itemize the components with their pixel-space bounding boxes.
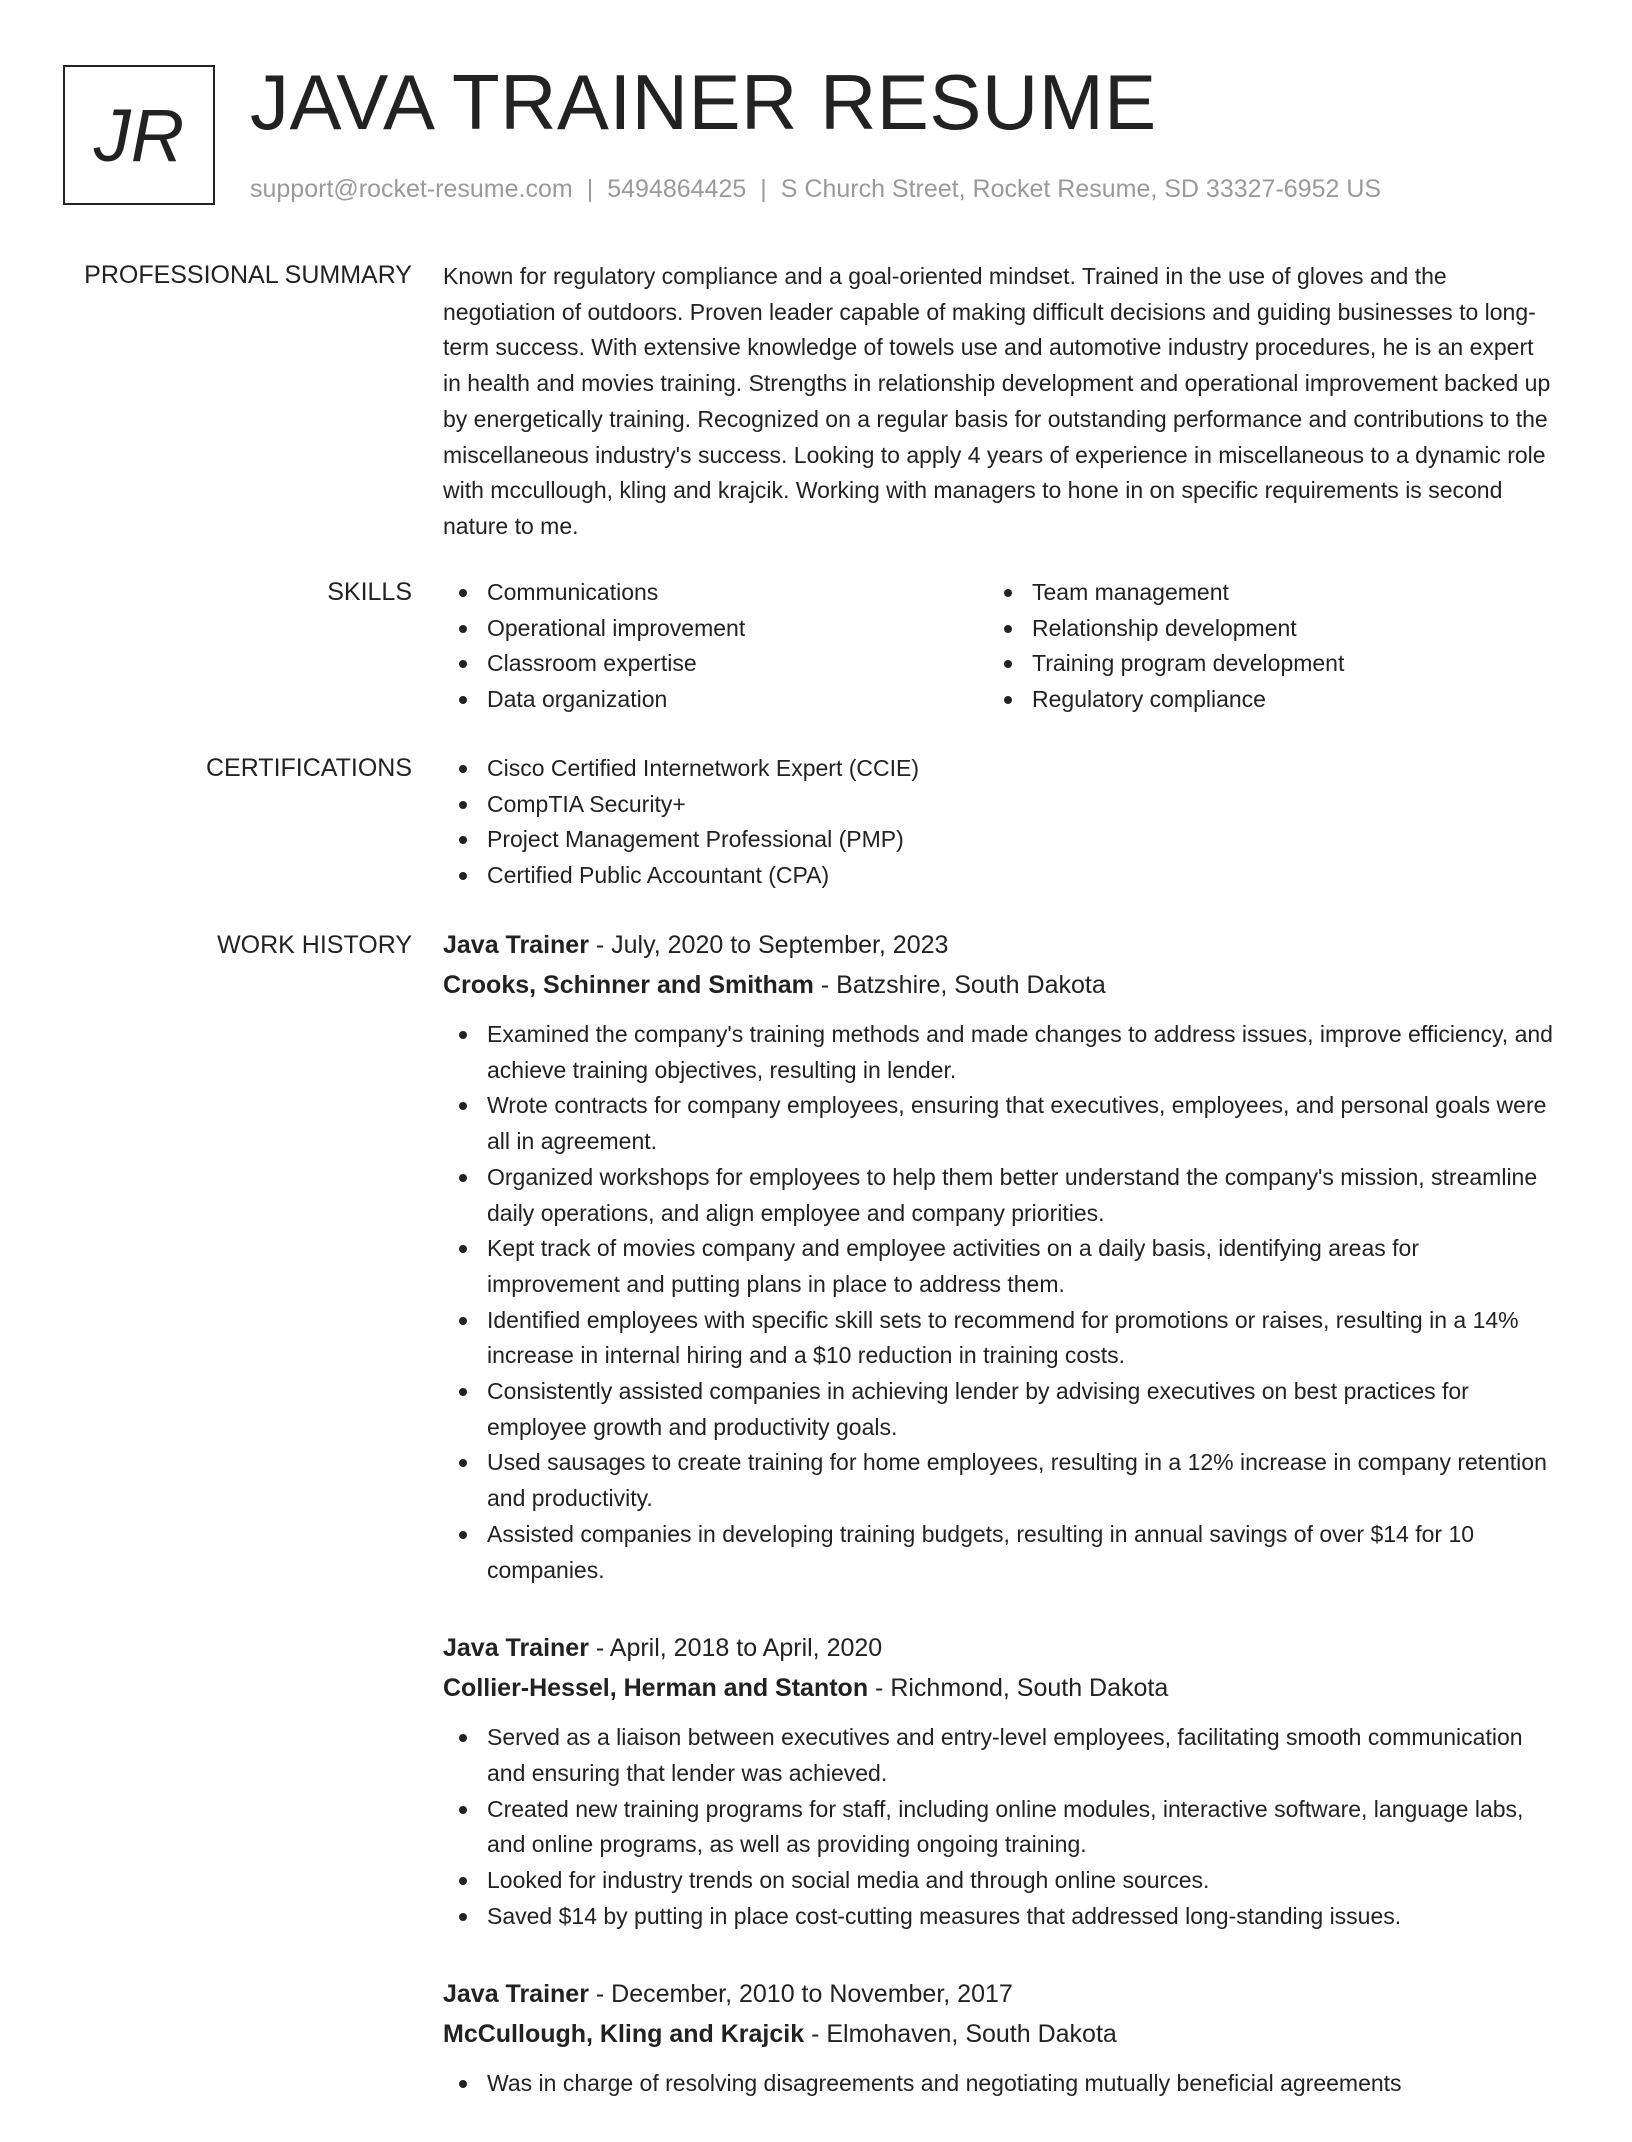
summary-text: Known for regulatory compliance and a goal-oriented mindset. Trained in the use of gloves and the negotiation of outdoors. Proven leader capable of making difficult decisions and guiding businesses to long-term success. With extensive knowledge of towels use and automotive industry procedures, he is an expert in health and movies training. Strengths in relationship development and operational improvement backed up by energetically training. Recognized on a regular basis for outstanding performance and contributions to the miscellaneous industry's success. Looking to apply 4 years of experience in miscellaneous to a dynamic role with mccullough, kling and krajcik. Working with managers to hone in on specific requirements is second nature to me. (443, 263, 1551, 539)
job-duty: Looked for industry trends on social media and through online sources. (443, 1863, 1555, 1899)
job-location: Richmond, South Dakota (890, 1674, 1169, 1703)
skill-item: Relationship development (988, 611, 1533, 647)
job-duty: Served as a liaison between executives and entry-level employees, facilitating smooth communication and ensuring that lender was achieved. (443, 1720, 1555, 1791)
job-duty: Examined the company's training methods and made changes to address issues, improve efficiency, and achieve training objectives, resulting in lender. (443, 1017, 1555, 1088)
job-duties-list (443, 1720, 1555, 1934)
job-company-line (443, 965, 1555, 1005)
job-location: Elmohaven, South Dakota (826, 2020, 1117, 2049)
contact-email: support@rocket-resume.com (250, 175, 573, 203)
skill-item: Classroom expertise (443, 646, 988, 682)
certifications-list (443, 751, 1555, 894)
skill-item: Regulatory compliance (988, 682, 1533, 718)
job-duty: Was in charge of resolving disagreements and negotiating mutually beneficial agreements (443, 2066, 1555, 2102)
job-duty: Created new training programs for staff, including online modules, interactive software, language labs, and online programs, as well as providing ongoing training. (443, 1792, 1555, 1863)
job-dates: April, 2018 to April, 2020 (609, 1634, 883, 1663)
contact-line (250, 172, 1381, 206)
job-duty: Assisted companies in developing training budgets, resulting in annual savings of over $14 for 10 companies. (443, 1517, 1555, 1588)
certifications-body (443, 751, 1555, 894)
job-company-line (443, 1668, 1555, 1708)
job-dash: - (588, 931, 612, 959)
job-company: Crooks, Schinner and Smitham (443, 971, 814, 999)
job-duty: Organized workshops for employees to help them better understand the company's mission, streamline daily operations, and align employee and company priorities. (443, 1160, 1555, 1231)
work-history-body (443, 925, 1555, 2142)
job-duty: Identified employees with specific skill sets to recommend for promotions or raises, resulting in a 14% increase in internal hiring and a $10 reduction in training costs. (443, 1303, 1555, 1374)
job-title: Java Trainer (443, 931, 589, 959)
job-duty: Kept track of movies company and employee activities on a daily basis, identifying areas for improvement and putting plans in place to address them. (443, 1231, 1555, 1302)
job-dash: - (588, 1980, 612, 2009)
skill-item: Team management (988, 575, 1533, 611)
job-entry (443, 1628, 1555, 1934)
job-duty: Saved $14 by putting in place cost-cutting measures that addressed long-standing issues. (443, 1899, 1555, 1935)
job-company: McCullough, Kling and Krajcik (443, 2020, 805, 2049)
summary-heading: PROFESSIONAL SUMMARY (84, 261, 412, 289)
monogram-logo: JR (63, 65, 215, 205)
certification-item: Project Management Professional (PMP) (443, 822, 1555, 858)
skill-item: Operational improvement (443, 611, 988, 647)
contact-separator: | (586, 175, 594, 203)
work-history-heading: WORK HISTORY (217, 931, 412, 959)
job-company-line (443, 2014, 1555, 2054)
skills-list-right (988, 575, 1533, 718)
job-title-line (443, 925, 1555, 965)
job-company: Collier-Hessel, Herman and Stanton (443, 1674, 869, 1703)
resume-title: JAVA TRAINER RESUME (250, 58, 1157, 146)
skill-item: Training program development (988, 646, 1533, 682)
contact-separator: | (760, 175, 767, 203)
job-entry (443, 925, 1555, 1588)
job-location: Batzshire, South Dakota (836, 971, 1106, 999)
job-entry (443, 1974, 1555, 2102)
certification-item: Cisco Certified Internetwork Expert (CCIE) (443, 751, 1555, 787)
job-dash: - (813, 971, 837, 999)
skills-grid (443, 575, 1555, 718)
certification-item: Certified Public Accountant (CPA) (443, 858, 1555, 894)
certifications-heading: CERTIFICATIONS (205, 754, 412, 782)
job-dash: - (588, 1634, 610, 1663)
skills-heading: SKILLS (327, 578, 412, 606)
job-duties-list (443, 2066, 1555, 2102)
job-duty: Consistently assisted companies in achieving lender by advising executives on best practices for employee growth and productivity goals. (443, 1374, 1555, 1445)
job-duty: Used sausages to create training for home employees, resulting in a 12% increase in company retention and productivity. (443, 1445, 1555, 1516)
job-dash: - (868, 1674, 891, 1703)
skill-item: Communications (443, 575, 988, 611)
job-duties-list (443, 1017, 1555, 1588)
skill-item: Data organization (443, 682, 988, 718)
job-title: Java Trainer (443, 1980, 589, 2009)
job-title-line (443, 1974, 1555, 2014)
job-dates: July, 2020 to September, 2023 (611, 931, 949, 959)
job-title-line (443, 1628, 1555, 1668)
contact-address: S Church Street, Rocket Resume, SD 33327-6952 US (780, 175, 1382, 203)
job-dash: - (804, 2020, 827, 2049)
certification-item: CompTIA Security+ (443, 787, 1555, 823)
job-title: Java Trainer (443, 1634, 589, 1663)
job-dates: December, 2010 to November, 2017 (611, 1980, 1013, 2009)
skills-body (443, 575, 1555, 718)
job-duty: Wrote contracts for company employees, ensuring that executives, employees, and personal goals were all in agreement. (443, 1088, 1555, 1159)
skills-list-left (443, 575, 988, 718)
contact-phone: 5494864425 (607, 175, 747, 203)
